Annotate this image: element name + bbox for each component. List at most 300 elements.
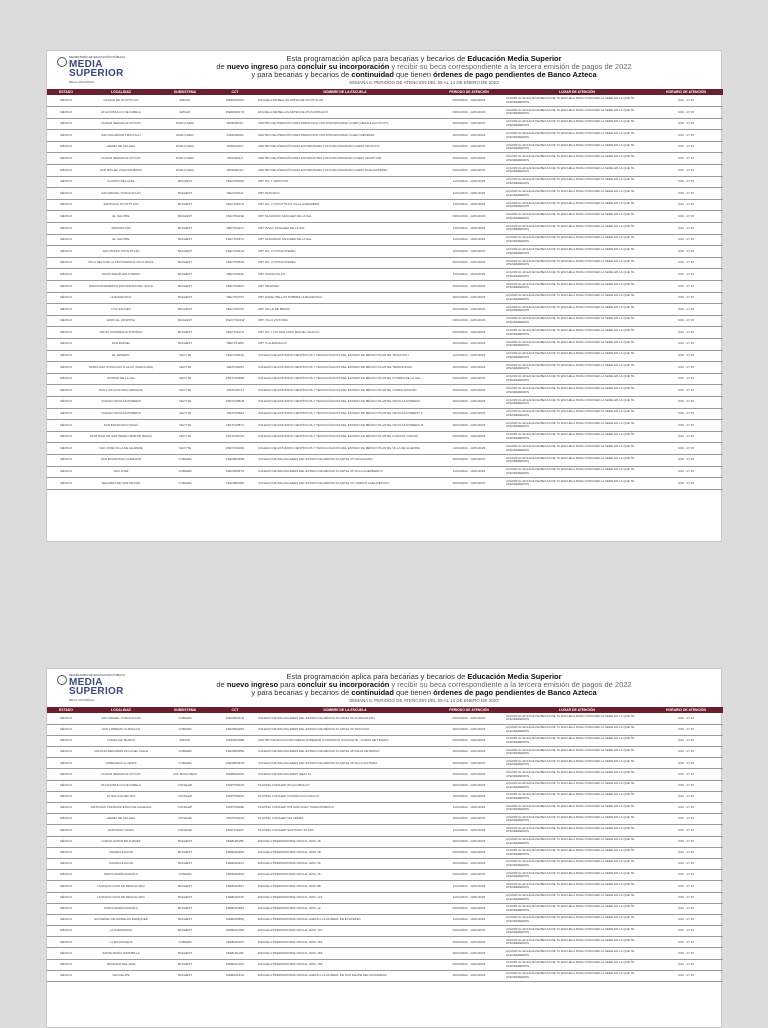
cct-cell: 15EBH0069Y: [213, 881, 257, 892]
periodo-cell: 09/01/2023 - 13/01/2023: [433, 948, 505, 959]
escuela-cell: CBT ANGEL BELLOS POBRES HUEHUETOCA: [257, 292, 433, 304]
localidad-cell: SANTA MARÍA MAZATLA: [85, 903, 157, 914]
lugar-cell: ACUDIR AL ENLACE DE BECAS DE TU ESCUELA PARA CONOCER LA SEDE EN LA QUE TE ATENDEREMOS: [505, 892, 649, 903]
periodo-cell: 09/01/2023 - 13/01/2023: [433, 130, 505, 142]
escuela-cell: ESCUELA PREPARATORIA OFICIAL NÚM. 28: [257, 847, 433, 858]
escuela-cell: ESCUELA PREPARATORIA OFICIAL NÚM. 163: [257, 937, 433, 948]
subsistema-cell: BACHEST: [157, 315, 213, 327]
localidad-cell: SAN RAFAEL: [85, 338, 157, 350]
estado-cell: MÉXICO: [47, 747, 85, 758]
table-row: [47, 141, 723, 153]
lugar-cell: ACUDIR AL ENLACE DE BECAS DE TU ESCUELA PARA CONOCER LA SEDE EN LA QUE TE ATENDEREMOS: [505, 803, 649, 814]
periodo-cell: 11/01/2023 - 13/01/2023: [433, 199, 505, 211]
escuela-cell: COLEGIO DE ESTUDIOS CIENTÍFICOS Y TECNOLÓGICOS DEL ESTADO DE MÉXICO PLANTEL IXTAPAN DE LA SAL: [257, 373, 433, 385]
cct-cell: 15EBH0085Q: [213, 914, 257, 925]
column-header: NOMBRE DE LA ESCUELA: [257, 707, 433, 713]
column-header: PERIODO DE ATENCIÓN: [433, 89, 505, 95]
cct-cell: 15ECT0041H: [213, 246, 257, 258]
estado-cell: MÉXICO: [47, 836, 85, 847]
periodo-cell: 10/01/2023 - 13/01/2023: [433, 814, 505, 825]
lugar-cell: ACUDIR AL ENLACE DE BECAS DE TU ESCUELA PARA CONOCER LA SEDE EN LA QUE TE ATENDEREMOS: [505, 970, 649, 981]
cct-cell: 15EBH0118U: [213, 937, 257, 948]
cct-cell: 15ECT0069U: [213, 281, 257, 293]
cct-cell: 15ETC0035J: [213, 362, 257, 374]
periodo-cell: 09/01/2023 - 13/01/2023: [433, 454, 505, 466]
horario-cell: 9:00 - 17:15: [649, 153, 723, 165]
horario-cell: 9:00 - 17:15: [649, 350, 723, 362]
subsistema-cell: BACHEST: [157, 847, 213, 858]
horario-cell: 9:00 - 17:15: [649, 959, 723, 970]
localidad-cell: HUEHUETOCA: [85, 292, 157, 304]
localidad-cell: SAN LORENZO CHIMALCO: [85, 724, 157, 735]
cct-cell: 15DDI0001C: [213, 118, 257, 130]
escuela-cell: ESCUELA PREPARATORIA OFICIAL ANEXA A LA NORMAL DE SAN FELIPE DEL PROGRESO: [257, 970, 433, 981]
subsistema-cell: COBAEM: [157, 937, 213, 948]
subsistema-cell: EMSAD: [157, 735, 213, 746]
localidad-cell: SAN MIGUEL XONACATLÁN: [85, 188, 157, 200]
periodo-cell: 09/01/2023 - 13/01/2023: [433, 385, 505, 397]
column-header: ESTADO: [47, 707, 85, 713]
escuela-cell: CBT TEXCOCO: [257, 188, 433, 200]
table-row: [47, 165, 723, 177]
horario-cell: 9:00 - 17:15: [649, 892, 723, 903]
table-row: [47, 350, 723, 362]
table-row: [47, 724, 723, 735]
horario-cell: 9:00 - 17:15: [649, 176, 723, 188]
localidad-cell: SANTA CATARINA AYOTZINGO: [85, 327, 157, 339]
escuela-cell: ESCUELA DE BELLAS ARTES DE ATLACOMULCO: [257, 107, 433, 119]
escuela-cell: ESCUELA PREPARATORIA OFICIAL NÚM. 36: [257, 858, 433, 869]
periodo-cell: 09/01/2023 - 13/01/2023: [433, 153, 505, 165]
horario-cell: 9:00 - 17:15: [649, 847, 723, 858]
localidad-cell: SAN SALVADOR TIZATLALLI: [85, 130, 157, 142]
subsistema-cell: CECYTE: [157, 385, 213, 397]
lugar-cell: ACUDIR AL ENLACE DE BECAS DE TU ESCUELA PARA CONOCER LA SEDE EN LA QUE TE ATENDEREMOS: [505, 130, 649, 142]
cct-cell: 15EBH0083S: [213, 903, 257, 914]
table-row: [47, 443, 723, 455]
periodo-cell: 09/01/2023 - 13/01/2023: [433, 362, 505, 374]
periodo-cell: 11/01/2023 - 13/01/2023: [433, 881, 505, 892]
subsistema-cell: COBAEM: [157, 747, 213, 758]
horario-cell: 9:00 - 17:15: [649, 791, 723, 802]
escuela-cell: COLEGIO DE ESTUDIOS CIENTÍFICOS Y TECNOLÓGICOS DEL ESTADO DE MÉXICO PLANTEL CHIMALHUACÁN: [257, 385, 433, 397]
horario-cell: 9:00 - 17:15: [649, 223, 723, 235]
cct-cell: 15EBH0131O: [213, 970, 257, 981]
estado-cell: MÉXICO: [47, 914, 85, 925]
lugar-cell: ACUDIR AL ENLACE DE BECAS DE TU ESCUELA PARA CONOCER LA SEDE EN LA QUE TE ATENDEREMOS: [505, 836, 649, 847]
table-row: [47, 396, 723, 408]
table-row: [47, 327, 723, 339]
escuela-cell: CBT XONACATLÁN: [257, 269, 433, 281]
escuela-cell: CBT VALLE DE BRAVO: [257, 304, 433, 316]
periodo-cell: 09/01/2023 - 13/01/2023: [433, 478, 505, 490]
lugar-cell: ACUDIR AL ENLACE DE BECAS DE TU ESCUELA PARA CONOCER LA SEDE EN LA QUE TE ATENDEREMOS: [505, 246, 649, 258]
escuela-cell: COLEGIO DE BACHILLERES DEL ESTADO DE MÉXICO PLANTEL 51 CAMPUS HUEHUETOCA: [257, 478, 433, 490]
localidad-cell: CIUDAD NICOLÁS ROMERO: [85, 396, 157, 408]
subsistema-cell: CONALEP: [157, 825, 213, 836]
localidad-cell: SAN FELIPE: [85, 970, 157, 981]
escuela-cell: COLEGIO DE ESTUDIOS CIENTÍFICOS Y TECNOLÓGICOS DEL ESTADO DE MÉXICO PLANTEL NICOLÁS ROMERO II: [257, 408, 433, 420]
horario-cell: 9:00 - 17:15: [649, 769, 723, 780]
table-row: [47, 188, 723, 200]
estado-cell: MÉXICO: [47, 803, 85, 814]
escuela-cell: ESCUELA PREPARATORIA OFICIAL NÚM. 88: [257, 881, 433, 892]
estado-cell: MÉXICO: [47, 199, 85, 211]
escuela-cell: ESCUELA PREPARATORIA OFICIAL NÚM. 183: [257, 948, 433, 959]
lugar-cell: ACUDIR AL ENLACE DE BECAS DE TU ESCUELA PARA CONOCER LA SEDE EN LA QUE TE ATENDEREMOS: [505, 362, 649, 374]
localidad-cell: CIUDAD NEZAHUALCÓYOTL: [85, 118, 157, 130]
table-row: [47, 914, 723, 925]
escuela-cell: CBT NO. 1 NO NAN CHIKI MIGUEL CHALCO: [257, 327, 433, 339]
lugar-cell: ACUDIR AL ENLACE DE BECAS DE TU ESCUELA PARA CONOCER LA SEDE EN LA QUE TE ATENDEREMOS: [505, 141, 649, 153]
horario-cell: 9:00 - 17:15: [649, 814, 723, 825]
cct-cell: 15EBH0126C: [213, 959, 257, 970]
horario-cell: 9:00 - 17:15: [649, 396, 723, 408]
page-title: Esta programación aplica para becarias y becarios de Educación Media Superior de nuevo ingreso para concluir su incorporación y recibir su beca correspondiente a la tercera emisión de pagos de 2022 y para becarias y becarios de continuidad que tienen órdenes de pago pendientes de Banco Azteca SEMANA 6: PERIODO DE ATENCIÓN DEL 09 AL 14 DE ENERO DE 2023: [216, 54, 632, 85]
localidad-cell: EL SALITRE: [85, 234, 157, 246]
subsistema-cell: BACHEST: [157, 188, 213, 200]
escuela-cell: PLANTEL CONALEP SANTIAGO TILAPA: [257, 825, 433, 836]
escuela-cell: COLEGIO DE ESTUDIOS CIENTÍFICOS Y TECNOLÓGICOS DEL ESTADO DE MÉXICO PLANTEL TENANCINGO: [257, 362, 433, 374]
seal-icon: [57, 675, 67, 685]
localidad-cell: SAN FRANCISCO CHIMALPA: [85, 454, 157, 466]
localidad-cell: HUIXQUILUCAN DE DEGOLLADO: [85, 881, 157, 892]
periodo-cell: 09/01/2023 - 13/01/2023: [433, 724, 505, 735]
table-row: [47, 223, 723, 235]
cct-cell: 15DDI0006X: [213, 130, 257, 142]
localidad-cell: SAN JOSÉ: [85, 466, 157, 478]
estado-cell: MÉXICO: [47, 281, 85, 293]
table-row: [47, 281, 723, 293]
table-row: [47, 269, 723, 281]
estado-cell: MÉXICO: [47, 814, 85, 825]
horario-cell: 9:00 - 17:15: [649, 926, 723, 937]
escuela-cell: CENTRO DE ATENCIÓN PARA ESTUDIANTES CON DISCAPACIDAD (CAED) CETIS 074: [257, 141, 433, 153]
cct-cell: 15ETC0038B: [213, 373, 257, 385]
lugar-cell: ACUDIR AL ENLACE DE BECAS DE TU ESCUELA PARA CONOCER LA SEDE EN LA QUE TE ATENDEREMOS: [505, 858, 649, 869]
subsistema-cell: CECYTE: [157, 431, 213, 443]
horario-cell: 9:00 - 17:15: [649, 257, 723, 269]
subsistema-cell: BACHEST: [157, 234, 213, 246]
lugar-cell: ACUDIR AL ENLACE DE BECAS DE TU ESCUELA PARA CONOCER LA SEDE EN LA QUE TE ATENDEREMOS: [505, 408, 649, 420]
escuela-cell: COLEGIO DE BACHILLERES DEL ESTADO DE MÉXICO PLANTEL 43 TEXCOCO: [257, 724, 433, 735]
estado-cell: MÉXICO: [47, 396, 85, 408]
estado-cell: MÉXICO: [47, 443, 85, 455]
cct-cell: 15DDI0010J: [213, 141, 257, 153]
table-row: [47, 107, 723, 119]
schedule-table: [47, 707, 723, 982]
horario-cell: 9:00 - 17:15: [649, 454, 723, 466]
estado-cell: MÉXICO: [47, 780, 85, 791]
periodo-cell: 11/01/2023 - 13/01/2023: [433, 892, 505, 903]
localidad-cell: SANTIAGO DE SAN PEDRO MÁRTIR (BADÚ): [85, 431, 157, 443]
table-row: [47, 454, 723, 466]
localidad-cell: SANTA ANA OTZACUAUTLALCO (SANTA ANA): [85, 362, 157, 374]
subsistema-cell: CECYTE: [157, 443, 213, 455]
lugar-cell: ACUDIR AL ENLACE DE BECAS DE TU ESCUELA PARA CONOCER LA SEDE EN LA QUE TE ATENDEREMOS: [505, 211, 649, 223]
column-header: HORARIO DE ATENCIÓN: [649, 89, 723, 95]
subsistema-cell: BACHEST: [157, 948, 213, 959]
table-row: [47, 903, 723, 914]
estado-cell: MÉXICO: [47, 478, 85, 490]
subsistema-cell: DGB (CAED): [157, 141, 213, 153]
cct-cell: 15DPT0001S: [213, 780, 257, 791]
table-row: [47, 420, 723, 432]
horario-cell: 9:00 - 17:15: [649, 803, 723, 814]
estado-cell: MÉXICO: [47, 130, 85, 142]
periodo-cell: 11/01/2023 - 13/01/2023: [433, 176, 505, 188]
table-row: [47, 478, 723, 490]
subsistema-cell: BACHEST: [157, 269, 213, 281]
estado-cell: MÉXICO: [47, 304, 85, 316]
subsistema-cell: BACHEST: [157, 281, 213, 293]
periodo-cell: 11/01/2023 - 13/01/2023: [433, 350, 505, 362]
periodo-cell: 11/01/2023 - 13/01/2023: [433, 234, 505, 246]
lugar-cell: ACUDIR AL ENLACE DE BECAS DE TU ESCUELA PARA CONOCER LA SEDE EN LA QUE TE ATENDEREMOS: [505, 385, 649, 397]
escuela-cell: CBT SALVADOR SÁNCHEZ DE LA SAL: [257, 234, 433, 246]
document-page-1: [46, 50, 722, 542]
horario-cell: 9:00 - 17:15: [649, 858, 723, 869]
estado-cell: MÉXICO: [47, 362, 85, 374]
periodo-cell: 09/01/2023 - 13/01/2023: [433, 292, 505, 304]
horario-cell: 9:00 - 17:15: [649, 903, 723, 914]
escuela-cell: COLEGIO DE ESTUDIOS CIENTÍFICOS Y TECNOLÓGICOS DEL ESTADO DE MÉXICO PLANTEL NICOLÁS ROMERO III: [257, 420, 433, 432]
localidad-cell: CIUDAD NICOLÁS ROMERO: [85, 408, 157, 420]
escuela-cell: ESCUELA PREPARATORIA OFICIAL NÚM. 165: [257, 959, 433, 970]
cct-cell: 15EBH0032P: [213, 847, 257, 858]
estado-cell: MÉXICO: [47, 948, 85, 959]
cct-cell: 15DPT0009E: [213, 803, 257, 814]
periodo-cell: 11/01/2023 - 13/01/2023: [433, 188, 505, 200]
estado-cell: MÉXICO: [47, 903, 85, 914]
cct-cell: 15EBD0020O: [213, 769, 257, 780]
subsistema-cell: COBAEM: [157, 713, 213, 724]
subsistema-cell: BACHEST: [157, 257, 213, 269]
lugar-cell: ACUDIR AL ENLACE DE BECAS DE TU ESCUELA PARA CONOCER LA SEDE EN LA QUE TE ATENDEREMOS: [505, 791, 649, 802]
lugar-cell: ACUDIR AL ENLACE DE BECAS DE TU ESCUELA PARA CONOCER LA SEDE EN LA QUE TE ATENDEREMOS: [505, 269, 649, 281]
horario-cell: 9:00 - 17:15: [649, 141, 723, 153]
localidad-cell: EL ROSEDO: [85, 350, 157, 362]
horario-cell: 9:00 - 17:15: [649, 747, 723, 758]
horario-cell: 9:00 - 17:15: [649, 937, 723, 948]
lugar-cell: ACUDIR AL ENLACE DE BECAS DE TU ESCUELA PARA CONOCER LA SEDE EN LA QUE TE ATENDEREMOS: [505, 350, 649, 362]
horario-cell: 9:00 - 17:15: [649, 881, 723, 892]
escuela-cell: CENTRO DE EDUCACIÓN MEDIA SUPERIOR A DISTANCIA IXCHICHITE - LOMAS DE TEJADO: [257, 735, 433, 746]
localidad-cell: LOMAS DE TEJADO: [85, 735, 157, 746]
estado-cell: MÉXICO: [47, 95, 85, 107]
column-header: HORARIO DE ATENCIÓN: [649, 707, 723, 713]
estado-cell: MÉXICO: [47, 959, 85, 970]
escuela-cell: CBT SALVADOR SÁNCHEZ DE LA SAL: [257, 211, 433, 223]
localidad-cell: CHIMALHUACÁN: [85, 858, 157, 869]
lugar-cell: ACUDIR AL ENLACE DE BECAS DE TU ESCUELA PARA CONOCER LA SEDE EN LA QUE TE ATENDEREMOS: [505, 431, 649, 443]
subsistema-cell: BACHEST: [157, 304, 213, 316]
subsistema-cell: BACHEST: [157, 892, 213, 903]
lugar-cell: ACUDIR AL ENLACE DE BECAS DE TU ESCUELA PARA CONOCER LA SEDE EN LA QUE TE ATENDEREMOS: [505, 107, 649, 119]
horario-cell: 9:00 - 17:15: [649, 385, 723, 397]
subsistema-cell: EMSAD: [157, 107, 213, 119]
subsistema-cell: CECYTE: [157, 420, 213, 432]
localidad-cell: CHIMALHUACÁN: [85, 847, 157, 858]
cct-cell: 15ECB0049Z: [213, 478, 257, 490]
column-header: SUBSISTEMA: [157, 707, 213, 713]
escuela-cell: COLEGIO DE BACHILLERES DEL ESTADO DE MÉXICO PLANTEL 37 NAUCALPAN: [257, 454, 433, 466]
periodo-cell: 09/01/2023 - 13/01/2023: [433, 420, 505, 432]
table-row: [47, 758, 723, 769]
cct-cell: 15EBH0074K: [213, 892, 257, 903]
lugar-cell: ACUDIR AL ENLACE DE BECAS DE TU ESCUELA PARA CONOCER LA SEDE EN LA QUE TE ATENDEREMOS: [505, 870, 649, 881]
estado-cell: MÉXICO: [47, 257, 85, 269]
periodo-cell: 09/01/2023 - 13/01/2023: [433, 141, 505, 153]
periodo-cell: 09/01/2023 - 13/01/2023: [433, 211, 505, 223]
table-row: [47, 373, 723, 385]
column-header: NOMBRE DE LA ESCUELA: [257, 89, 433, 95]
escuela-cell: ESCUELA PREPARATORIA OFICIAL NÚM. 170: [257, 926, 433, 937]
estado-cell: MÉXICO: [47, 118, 85, 130]
periodo-cell: 09/01/2023 - 13/01/2023: [433, 847, 505, 858]
localidad-cell: ATLACOMULCO DE FABELA: [85, 107, 157, 119]
column-header: PERIODO DE ATENCIÓN: [433, 707, 505, 713]
subsistema-cell: DGB (CAED): [157, 130, 213, 142]
periodo-cell: 09/01/2023 - 13/01/2023: [433, 431, 505, 443]
localidad-cell: CHICOLOAPAN DE JUÁREZ: [85, 836, 157, 847]
periodo-cell: 11/01/2023 - 13/01/2023: [433, 443, 505, 455]
subsistema-cell: BACHEST: [157, 858, 213, 869]
lugar-cell: ACUDIR AL ENLACE DE BECAS DE TU ESCUELA PARA CONOCER LA SEDE EN LA QUE TE ATENDEREMOS: [505, 814, 649, 825]
horario-cell: 9:00 - 17:15: [649, 338, 723, 350]
horario-cell: 9:00 - 17:15: [649, 948, 723, 959]
cct-cell: 15ECT0021T: [213, 223, 257, 235]
escuela-cell: COLEGIO DE ESTUDIOS CIENTÍFICOS Y TECNOLÓGICOS DEL ESTADO DE MÉXICO PLANTEL VILLA DE ALLENDE: [257, 443, 433, 455]
horario-cell: 9:00 - 17:15: [649, 269, 723, 281]
cct-cell: 15ECT0064F: [213, 269, 257, 281]
column-header: LOCALIDAD: [85, 89, 157, 95]
column-header: SUBSISTEMA: [157, 89, 213, 95]
estado-cell: MÉXICO: [47, 970, 85, 981]
localidad-cell: CIUDAD NEZAHUALCÓYOTL: [85, 769, 157, 780]
localidad-cell: SAN LUIS (COLONIA HIDALGO): [85, 385, 157, 397]
table-row: [47, 176, 723, 188]
estado-cell: MÉXICO: [47, 385, 85, 397]
table-row: [47, 791, 723, 802]
localidad-cell: VILLA SECA DE LA PROVIDENCIA VILLA NICOL: [85, 257, 157, 269]
horario-cell: 9:00 - 17:15: [649, 95, 723, 107]
escuela-cell: ESCUELA DE BELLAS ARTES DE IXCOTITLAN: [257, 95, 433, 107]
horario-cell: 9:00 - 17:15: [649, 327, 723, 339]
estado-cell: MÉXICO: [47, 431, 85, 443]
horario-cell: 9:00 - 17:15: [649, 478, 723, 490]
estado-cell: MÉXICO: [47, 420, 85, 432]
cct-cell: 15ECT0075V: [213, 304, 257, 316]
cct-cell: 15EMS0005B: [213, 735, 257, 746]
media-superior-logo: SECRETARÍA DE EDUCACIÓN PÚBLICA MEDIA SUPERIOR BECA UNIVERSAL: [57, 55, 127, 85]
table-row: [47, 769, 723, 780]
subsistema-cell: EMSAD: [157, 95, 213, 107]
localidad-cell: HUIXQUILUCAN DE DEGOLLADO: [85, 892, 157, 903]
column-header: ESTADO: [47, 89, 85, 95]
table-row: [47, 118, 723, 130]
cct-cell: 15ECT0011L: [213, 188, 257, 200]
horario-cell: 9:00 - 17:15: [649, 870, 723, 881]
escuela-cell: PLANTEL CONALEP ATLACOMULCO: [257, 780, 433, 791]
subsistema-cell: COBAEM: [157, 870, 213, 881]
lugar-cell: ACUDIR AL ENLACE DE BECAS DE TU ESCUELA PARA CONOCER LA SEDE EN LA QUE TE ATENDEREMOS: [505, 199, 649, 211]
periodo-cell: 11/01/2023 - 13/01/2023: [433, 803, 505, 814]
lugar-cell: ACUDIR AL ENLACE DE BECAS DE TU ESCUELA PARA CONOCER LA SEDE EN LA QUE TE ATENDEREMOS: [505, 176, 649, 188]
table-row: [47, 466, 723, 478]
horario-cell: 9:00 - 17:15: [649, 970, 723, 981]
table-row: [47, 959, 723, 970]
horario-cell: 9:00 - 17:15: [649, 780, 723, 791]
page-header: [47, 669, 721, 707]
cct-cell: 15ECT0101W: [213, 315, 257, 327]
table-row: [47, 408, 723, 420]
horario-cell: 9:00 - 17:15: [649, 211, 723, 223]
subsistema-cell: BACHEST: [157, 246, 213, 258]
table-row: [47, 870, 723, 881]
estado-cell: MÉXICO: [47, 211, 85, 223]
subsistema-cell: BACHEST: [157, 223, 213, 235]
lugar-cell: ACUDIR AL ENLACE DE BECAS DE TU ESCUELA PARA CONOCER LA SEDE EN LA QUE TE ATENDEREMOS: [505, 304, 649, 316]
cct-cell: 15ECB0027Q: [213, 713, 257, 724]
subsistema-cell: CECYTE: [157, 408, 213, 420]
cct-cell: 15ECT0052N: [213, 257, 257, 269]
escuela-cell: CBT NO. 2 OTZOLOTEPEC: [257, 246, 433, 258]
horario-cell: 9:00 - 17:15: [649, 914, 723, 925]
localidad-cell: CABECERA LA VENTA: [85, 758, 157, 769]
cct-cell: 15ECB0037M: [213, 758, 257, 769]
table-row: [47, 858, 723, 869]
estado-cell: MÉXICO: [47, 892, 85, 903]
escuela-cell: PLANTEL CONALEP 079 SANTIAGO TIANGUISTENCO: [257, 803, 433, 814]
lugar-cell: ACUDIR AL ENLACE DE BECAS DE TU ESCUELA PARA CONOCER LA SEDE EN LA QUE TE ATENDEREMOS: [505, 847, 649, 858]
subsistema-cell: COBAEM: [157, 466, 213, 478]
schedule-table: [47, 89, 723, 490]
localidad-cell: LA COMUNIDAD: [85, 926, 157, 937]
lugar-cell: ACUDIR AL ENLACE DE BECAS DE TU ESCUELA PARA CONOCER LA SEDE EN LA QUE TE ATENDEREMOS: [505, 223, 649, 235]
estado-cell: MÉXICO: [47, 223, 85, 235]
estado-cell: MÉXICO: [47, 454, 85, 466]
cct-cell: 15ECT0019E: [213, 211, 257, 223]
escuela-cell: PLANTEL CONALEP IXTAPALUCA-CHALCO: [257, 791, 433, 802]
table-row: [47, 747, 723, 758]
estado-cell: MÉXICO: [47, 176, 85, 188]
horario-cell: 9:00 - 17:15: [649, 199, 723, 211]
subsistema-cell: COBAEM: [157, 724, 213, 735]
lugar-cell: ACUDIR AL ENLACE DE BECAS DE TU ESCUELA PARA CONOCER LA SEDE EN LA QUE TE ATENDEREMOS: [505, 292, 649, 304]
lugar-cell: ACUDIR AL ENLACE DE BECAS DE TU ESCUELA PARA CONOCER LA SEDE EN LA QUE TE ATENDEREMOS: [505, 153, 649, 165]
cct-cell: 15ETC0081M: [213, 396, 257, 408]
subsistema-cell: COBAEM: [157, 478, 213, 490]
cct-cell: 15EBH0046S: [213, 870, 257, 881]
table-row: [47, 130, 723, 142]
cct-cell: 15DPT0004A: [213, 791, 257, 802]
estado-cell: MÉXICO: [47, 926, 85, 937]
periodo-cell: 09/01/2023 - 13/01/2023: [433, 257, 505, 269]
lugar-cell: ACUDIR AL ENLACE DE BECAS DE TU ESCUELA PARA CONOCER LA SEDE EN LA QUE TE ATENDEREMOS: [505, 281, 649, 293]
subsistema-cell: BACHEST: [157, 914, 213, 925]
periodo-cell: 09/01/2023 - 13/01/2023: [433, 769, 505, 780]
horario-cell: 9:00 - 17:15: [649, 373, 723, 385]
escuela-cell: ESCUELA PREPARATORIA OFICIAL ANEXA A LA NORMAL DE ECATEPEC: [257, 914, 433, 925]
periodo-cell: 09/01/2023 - 13/01/2023: [433, 758, 505, 769]
subsistema-cell: CONALEP: [157, 803, 213, 814]
periodo-cell: 09/01/2023 - 13/01/2023: [433, 315, 505, 327]
escuela-cell: CBT NO. 2 OXTOTITLÁN VILLA GUERRERO: [257, 199, 433, 211]
table-row: [47, 95, 723, 107]
localidad-cell: ECATEPEC DE MORELOS ENRÍQUEZ: [85, 914, 157, 925]
periodo-cell: 09/01/2023 - 13/01/2023: [433, 747, 505, 758]
